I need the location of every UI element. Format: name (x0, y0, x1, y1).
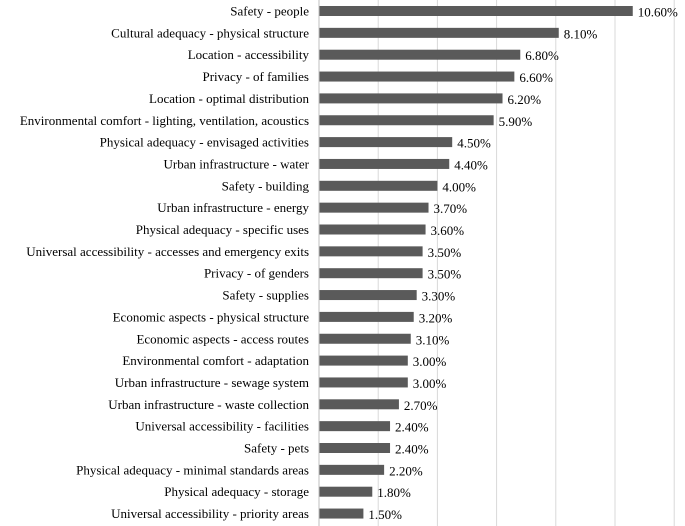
category-label: Safety - building (221, 178, 309, 194)
value-label: 3.20% (418, 310, 453, 326)
value-label: 2.70% (403, 397, 438, 413)
value-label: 5.90% (498, 113, 533, 129)
value-label: 2.40% (395, 419, 429, 435)
value-label: 3.30% (421, 288, 456, 304)
value-label: 2.40% (395, 441, 429, 457)
bar (319, 50, 520, 60)
bar (319, 334, 411, 344)
category-label: Location - optimal distribution (149, 90, 309, 106)
bar (319, 377, 408, 387)
bar (319, 246, 423, 256)
bar (319, 203, 429, 213)
category-label: Cultural adequacy - physical structure (111, 25, 309, 41)
category-label: Urban infrastructure - water (163, 156, 309, 172)
category-label: Environmental comfort - lighting, ventilation, acoustics (19, 112, 309, 128)
bar (319, 225, 426, 235)
bar (319, 181, 437, 191)
category-label: Safety - supplies (222, 287, 309, 303)
bar (319, 93, 503, 103)
bar (319, 465, 384, 475)
category-label: Urban infrastructure - waste collection (108, 396, 309, 412)
category-label: Privacy - of families (202, 69, 309, 85)
value-label: 4.50% (457, 135, 491, 151)
value-label: 3.10% (415, 332, 450, 348)
category-label: Universal accessibility - facilities (135, 418, 309, 434)
value-label: 3.50% (427, 266, 462, 282)
category-label: Urban infrastructure - sewage system (114, 374, 309, 390)
bar (319, 28, 559, 38)
bar (319, 421, 390, 431)
value-label: 2.20% (389, 463, 423, 479)
bar (319, 312, 414, 322)
bars (319, 6, 633, 519)
category-label: Universal accessibility - accesses and emergency exits (26, 243, 309, 259)
category-label: Physical adequacy - minimal standards areas (76, 462, 309, 478)
category-label: Safety - people (230, 3, 309, 19)
category-label: Physical adequacy - envisaged activities (99, 134, 309, 150)
value-label: 1.80% (377, 485, 411, 501)
value-label: 8.10% (563, 26, 598, 42)
value-label: 3.60% (430, 223, 465, 238)
bar (319, 159, 449, 169)
bar (319, 443, 390, 453)
bar (319, 115, 494, 125)
category-label: Location - accessibility (187, 47, 309, 63)
bar (319, 487, 372, 497)
bar (319, 290, 417, 300)
value-label: 3.70% (433, 201, 468, 217)
bar (319, 356, 408, 366)
value-label: 4.00% (442, 179, 476, 195)
value-label: 6.80% (525, 48, 559, 64)
category-label: Physical adequacy - storage (164, 484, 309, 500)
category-label: Economic aspects - physical structure (112, 309, 309, 325)
category-label: Privacy - of genders (203, 265, 309, 281)
value-label: 3.00% (412, 354, 447, 370)
category-label: Safety - pets (244, 440, 309, 456)
bar (319, 268, 423, 278)
bar (319, 72, 514, 82)
bar (319, 509, 363, 519)
category-labels (20, 4, 310, 522)
value-label: 4.40% (454, 157, 488, 173)
bar (319, 6, 633, 16)
category-label: Economic aspects - access routes (136, 331, 309, 347)
bar (319, 399, 399, 409)
category-label: Environmental comfort - adaptation (122, 353, 309, 369)
value-label: 1.50% (368, 507, 402, 523)
category-label: Universal accessibility - priority areas (111, 506, 309, 522)
value-label: 3.50% (427, 244, 462, 260)
category-label: Physical adequacy - specific uses (135, 222, 309, 237)
bar (319, 137, 452, 147)
value-label: 3.00% (412, 375, 447, 391)
value-label: 10.60% (637, 4, 678, 20)
value-label: 6.60% (519, 70, 553, 86)
value-label: 6.20% (507, 91, 542, 107)
value-labels (368, 5, 678, 523)
category-label: Urban infrastructure - energy (157, 200, 309, 216)
